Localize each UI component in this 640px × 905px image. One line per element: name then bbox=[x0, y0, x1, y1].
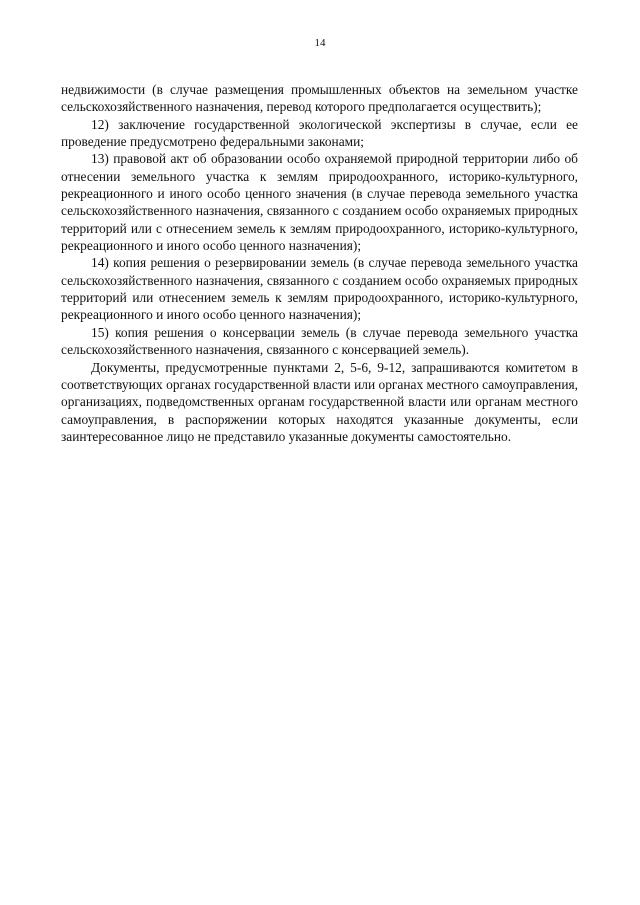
paragraph-documents-request: Документы, предусмотренные пунктами 2, 5-6, 9-12, запрашиваются комитетом в соответствующих органах государственной власти или органах местного самоуправления, организациях, подведомственных органам государственной власти или органам местного самоуправления, в распоряжении которых находятся указанные документы, если заинтересованное лицо не представило указанные документы самостоятельно. bbox=[61, 359, 578, 444]
paragraph-continuation: недвижимости (в случае размещения промышленных объектов на земельном участке сельскохозяйственного назначения, перевод которого предполагается осуществить); bbox=[61, 82, 578, 115]
document-body bbox=[61, 81, 578, 445]
paragraph-item-13: 13) правовой акт об образовании особо охраняемой природной территории либо об отнесении земельного участка к землям природоохранного, историко-культурного, рекреационного и иного особо ценного значения (в случае перевода земельного участка сельскохозяйственного назначения, связанного с созданием особо охраняемых природных территорий или с отнесением земель к землям природоохранного, историко-культурного, рекреационного и иного особо ценного назначения); bbox=[61, 151, 578, 254]
paragraph-item-12: 12) заключение государственной экологической экспертизы в случае, если ее проведение предусмотрено федеральными законами; bbox=[61, 116, 578, 150]
paragraph-item-14: 14) копия решения о резервировании земель (в случае перевода земельного участка сельскохозяйственного назначения, связанного с созданием особо охраняемых природных территорий или отнесением земель к землям природоохранного, историко-культурного, рекреационного и иного особо ценного назначения); bbox=[61, 255, 578, 323]
paragraph-item-15: 15) копия решения о консервации земель (в случае перевода земельного участка сельскохозяйственного назначения, связанного с консервацией земель). bbox=[61, 324, 578, 358]
page-number: 14 bbox=[314, 37, 326, 49]
